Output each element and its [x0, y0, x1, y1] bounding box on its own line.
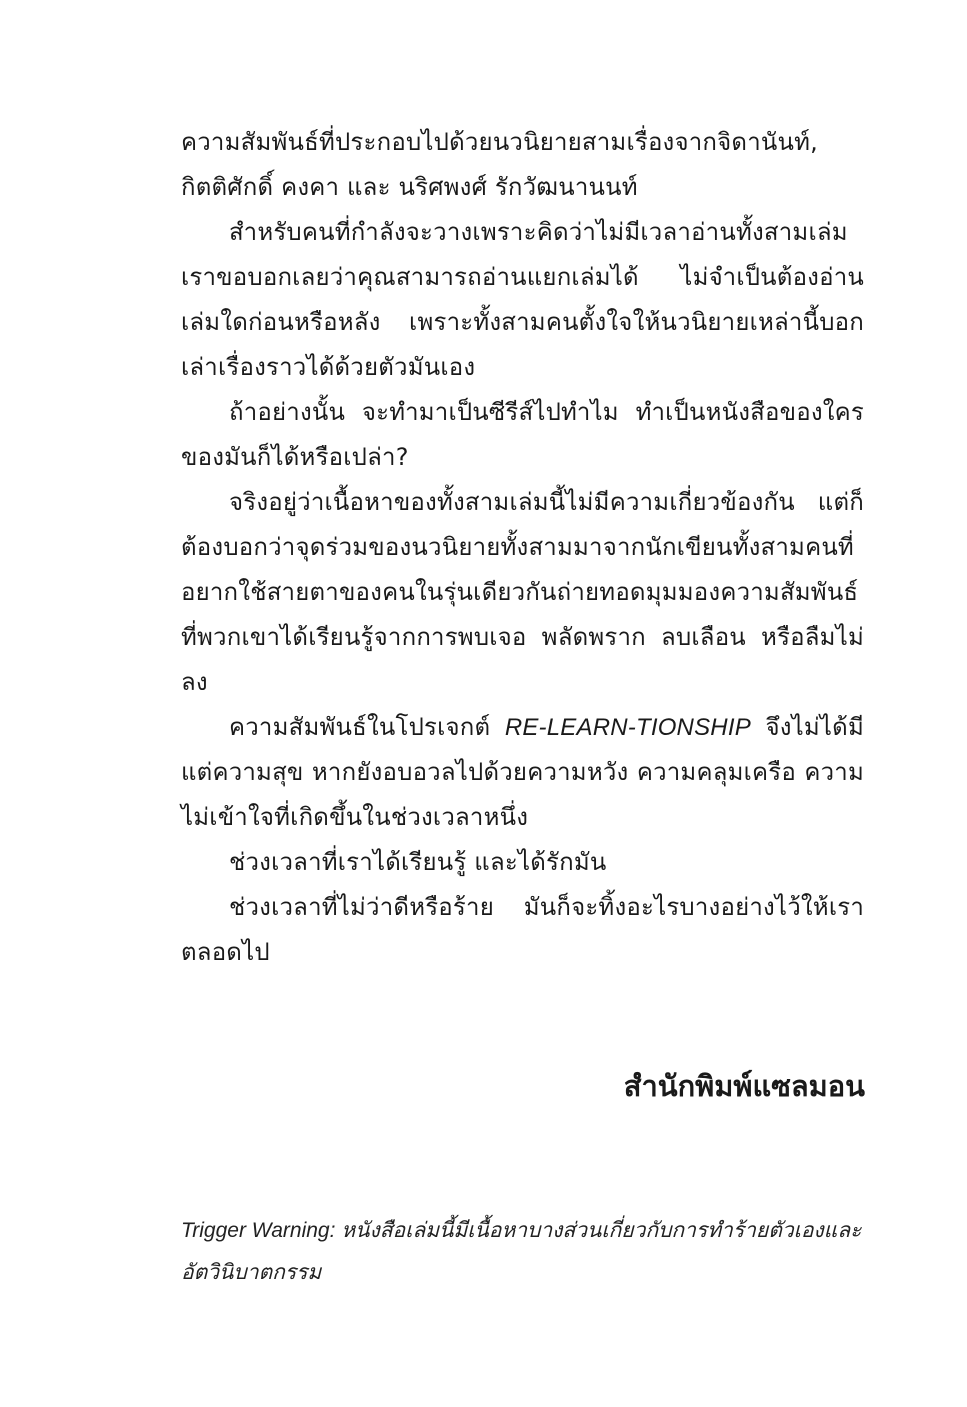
trigger-warning — [181, 1210, 864, 1294]
paragraph-5 — [181, 705, 864, 840]
publisher-signature: สำนักพิมพ์แซลมอน — [623, 1069, 865, 1103]
project-name: RE-LEARN-TIONSHIP — [504, 714, 751, 741]
paragraph-5-after: จึงไม่ได้มีแต่ความสุข หากยังอบอวลไปด้วยความหวัง ความคลุมเครือ ความไม่เข้าใจที่เกิดขึ้นในช่วงเวลาหนึ่ง — [181, 713, 864, 831]
trigger-warning-label: Trigger Warning: — [181, 1219, 336, 1242]
paragraph-5-before: ความสัมพันธ์ในโปรเจกต์ — [229, 713, 505, 741]
trigger-warning-text: หนังสือเล่มนี้มีเนื้อหาบางส่วนเกี่ยวกับการทำร้ายตัวเองและอัตวินิบาตกรรม — [181, 1219, 862, 1284]
paragraph-6: ช่วงเวลาที่เราได้เรียนรู้ และได้รักมัน — [229, 848, 607, 876]
paragraph-4: จริงอยู่ว่าเนื้อหาของทั้งสามเล่มนี้ไม่มีความเกี่ยวข้องกัน แต่ก็ต้องบอกว่าจุดร่วมของนวนิยายทั้งสามมาจากนักเขียนทั้งสามคนที่อยากใช้สายตาของคนในรุ่นเดียวกันถ่ายทอดมุมมองความสัมพันธ์ที่พวกเขาได้เรียนรู้จากการพบเจอ พลัดพราก ลบเลือน หรือลืมไม่ลง — [181, 488, 864, 696]
preface-body — [181, 120, 864, 975]
paragraph-7: ช่วงเวลาที่ไม่ว่าดีหรือร้าย มันก็จะทิ้งอะไรบางอย่างไว้ให้เราตลอดไป — [181, 893, 864, 966]
paragraph-3: ถ้าอย่างนั้น จะทำมาเป็นซีรีส์ไปทำไม ทำเป็นหนังสือของใครของมันก็ได้หรือเปล่า? — [181, 398, 864, 471]
paragraph-1: ความสัมพันธ์ที่ประกอบไปด้วยนวนิยายสามเรื่องจากจิดานันท์, กิตติศักดิ์ คงคา และ นริศพงศ์ รักวัฒนานนท์ — [181, 128, 818, 201]
paragraph-2: สำหรับคนที่กำลังจะวางเพราะคิดว่าไม่มีเวลาอ่านทั้งสามเล่ม เราขอบอกเลยว่าคุณสามารถอ่านแยกเล่มได้ ไม่จำเป็นต้องอ่านเล่มใดก่อนหรือหลัง เพราะทั้งสามคนตั้งใจให้นวนิยายเหล่านี้บอกเล่าเรื่องราวได้ด้วยตัวมันเอง — [181, 218, 864, 381]
